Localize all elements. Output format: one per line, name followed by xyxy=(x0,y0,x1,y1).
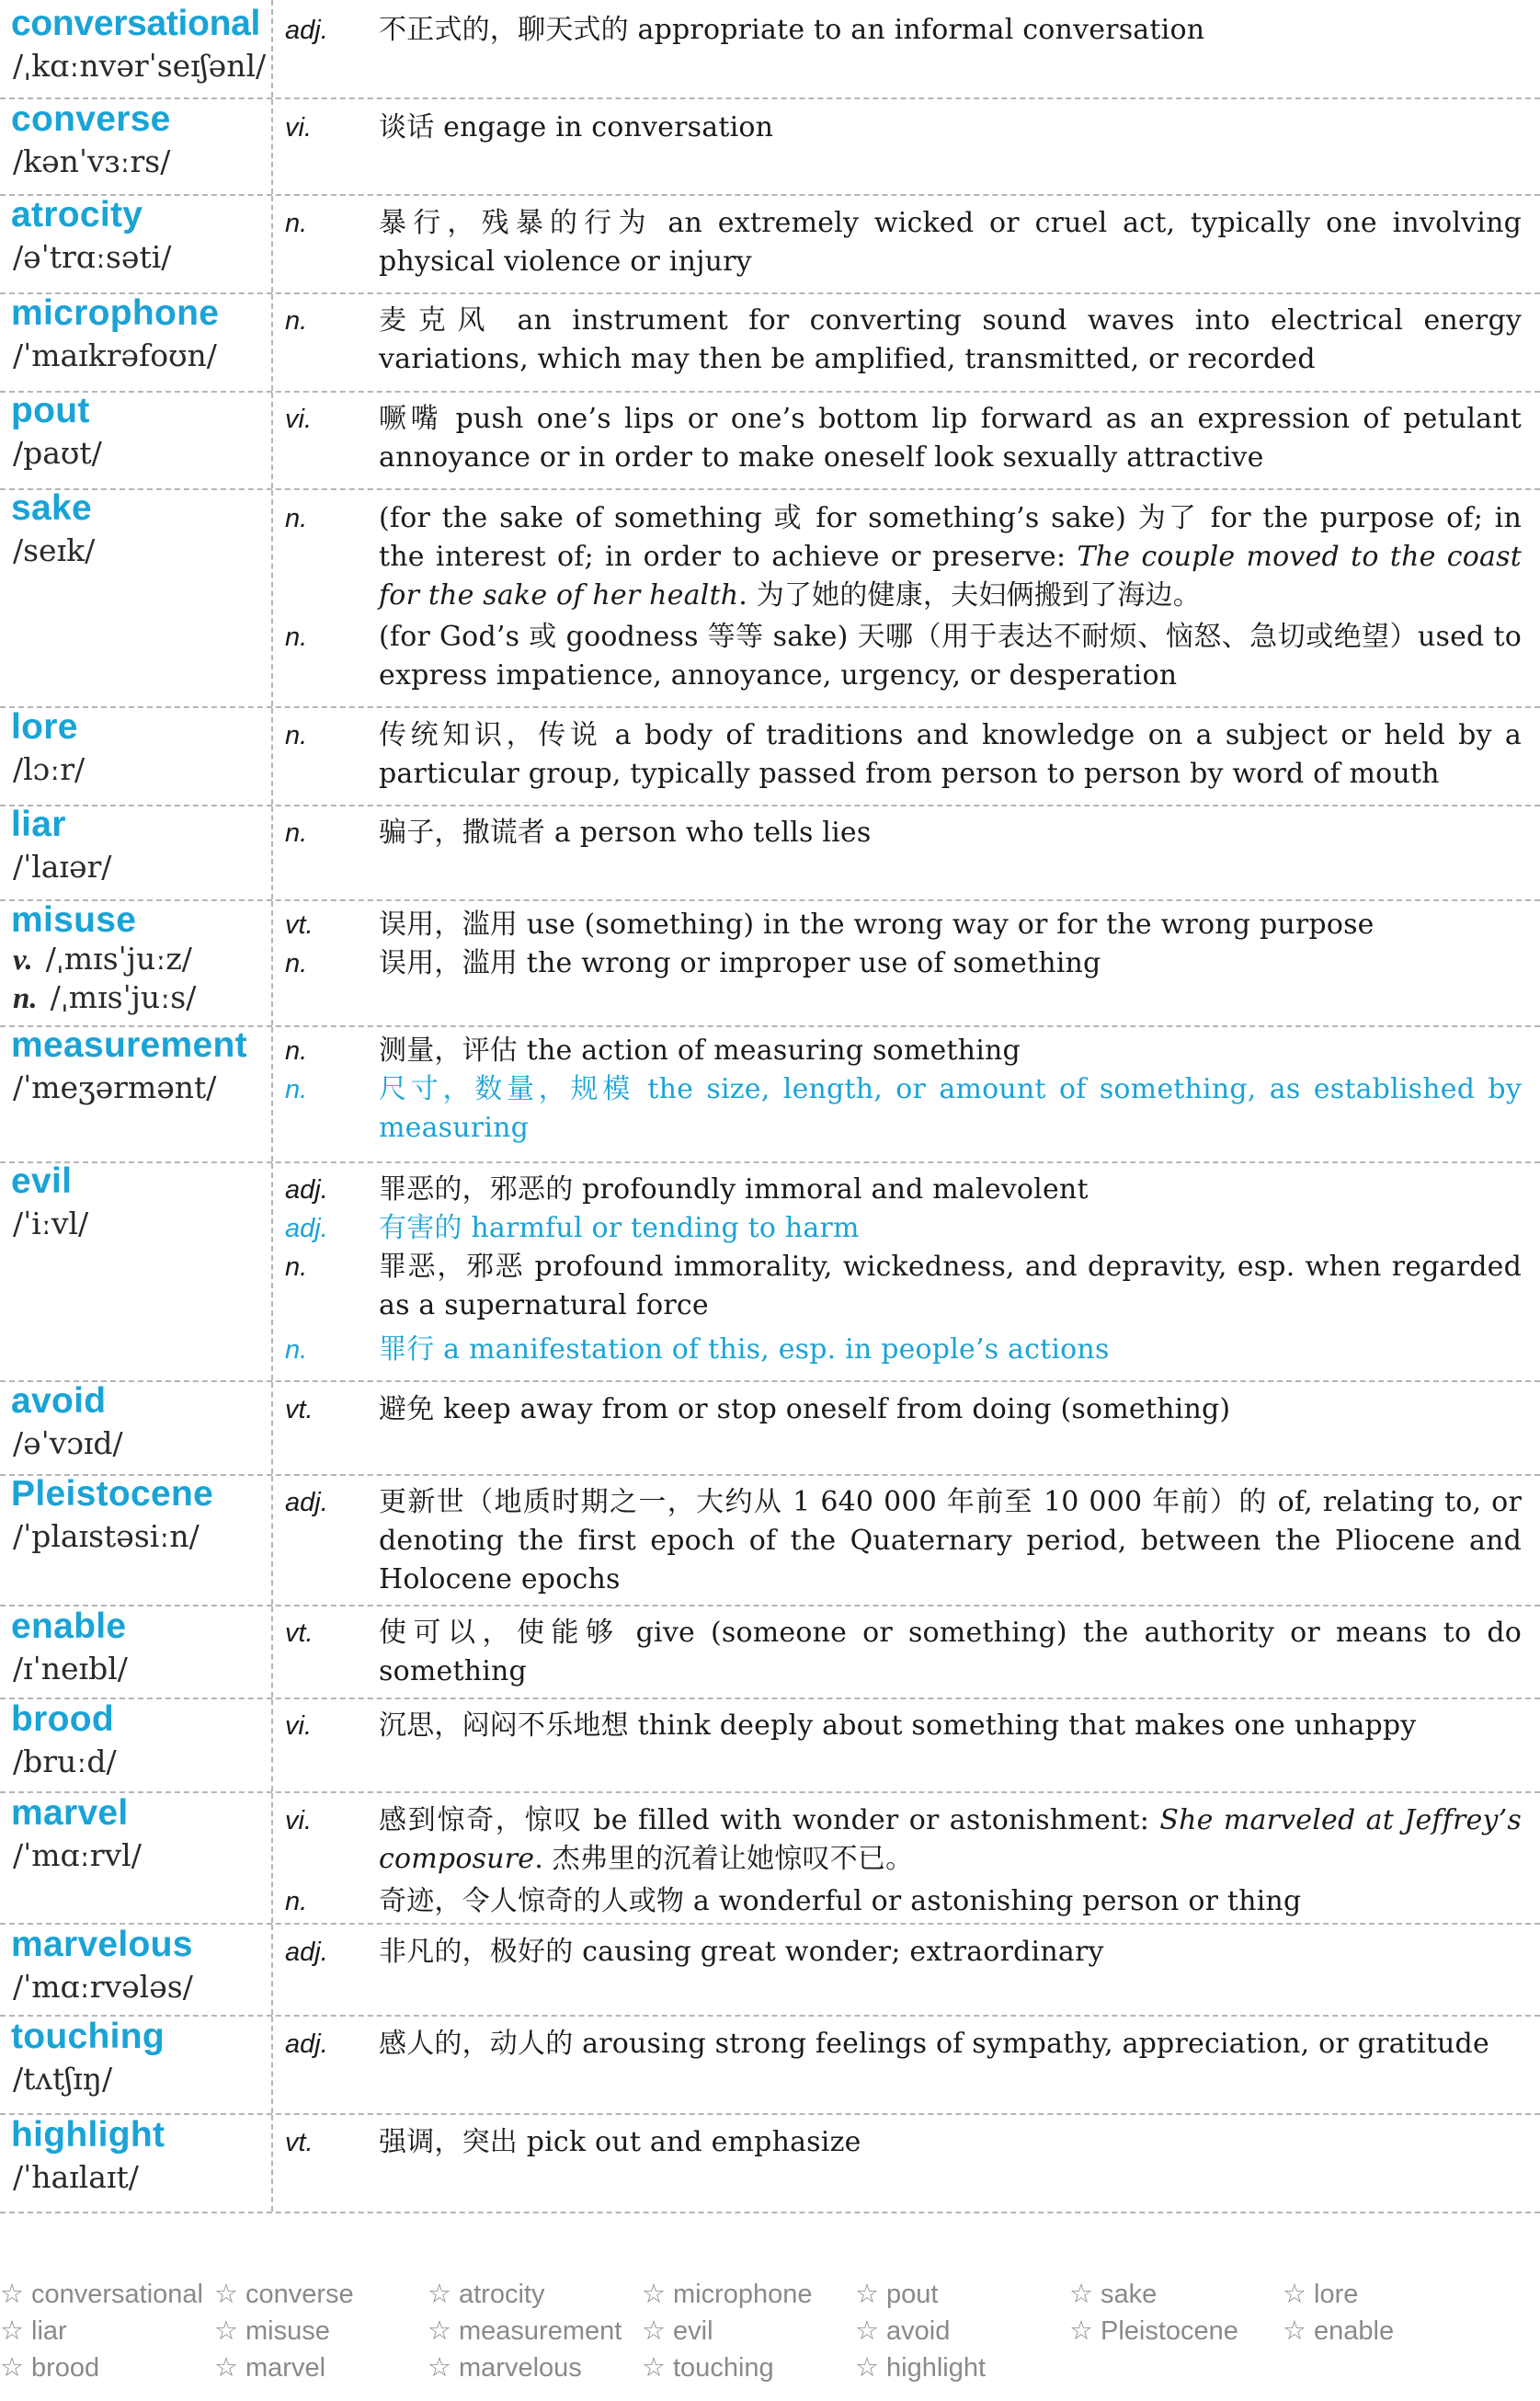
sense xyxy=(285,400,1522,477)
example-sentence: The couple moved to the coast for the sake of her health xyxy=(379,541,1522,612)
definition-text: 使可以，使能够 give (someone or something) the authority or means to do something xyxy=(379,1617,1522,1687)
part-of-speech: n. xyxy=(285,306,308,336)
definition xyxy=(379,1933,1522,1972)
sense xyxy=(285,1248,1522,1325)
index-word: sake xyxy=(1101,2280,1158,2309)
entry-row xyxy=(0,1027,1540,1163)
headword: pout xyxy=(11,391,90,430)
headword: touching xyxy=(11,2017,165,2056)
index-word: brood xyxy=(31,2353,100,2383)
index-item[interactable] xyxy=(0,2279,203,2310)
pronunciation: /ˈmeʒərmənt/ xyxy=(13,1069,217,1105)
headword: lore xyxy=(11,707,78,747)
headword-cell xyxy=(0,1793,273,1923)
pronunciation: /ˈmɑːrvl/ xyxy=(13,1837,142,1873)
example-sentence: She marveled at Jeffrey’s composure xyxy=(379,1804,1522,1875)
star-icon: ☆ xyxy=(428,2280,451,2309)
sense xyxy=(285,11,1522,50)
sense xyxy=(285,716,1522,794)
headword-cell xyxy=(0,1699,273,1791)
part-of-speech: n. xyxy=(285,209,308,238)
pronunciation: /ˈmɑːrvələs/ xyxy=(13,1969,193,2005)
index-word: microphone xyxy=(673,2280,813,2309)
index-word: conversational xyxy=(31,2280,203,2309)
definition xyxy=(379,1209,1522,1248)
definition xyxy=(379,1390,1522,1429)
entry-row xyxy=(0,806,1540,901)
entry-row xyxy=(0,1476,1540,1606)
index-item[interactable] xyxy=(214,2279,354,2310)
index-item[interactable] xyxy=(642,2279,813,2310)
star-icon: ☆ xyxy=(855,2316,879,2346)
index-item[interactable] xyxy=(855,2279,938,2310)
index-word: converse xyxy=(245,2280,354,2309)
definition xyxy=(379,1070,1522,1148)
sense xyxy=(285,499,1522,615)
entry-row xyxy=(0,393,1540,490)
star-icon: ☆ xyxy=(0,2353,24,2383)
part-of-speech: adj. xyxy=(285,1938,328,1967)
part-of-speech: adj. xyxy=(285,1488,328,1517)
headword: enable xyxy=(11,1606,127,1646)
headword-cell xyxy=(0,294,273,391)
star-icon: ☆ xyxy=(1069,2316,1093,2346)
index-word: lore xyxy=(1314,2280,1359,2309)
star-icon: ☆ xyxy=(0,2280,24,2309)
definition-text: 谈话 engage in conversation xyxy=(379,111,774,143)
sense xyxy=(285,1032,1522,1070)
definition-text: 沉思，闷闷不乐地想 think deeply about something that makes one unhappy xyxy=(379,1709,1417,1742)
definition xyxy=(379,2123,1522,2162)
definition xyxy=(379,2025,1522,2064)
definition xyxy=(379,944,1522,983)
part-of-speech: n. xyxy=(285,1252,308,1282)
index-word: Pleistocene xyxy=(1101,2316,1238,2346)
sense xyxy=(285,2025,1522,2064)
headword-cell xyxy=(0,2115,273,2212)
pronunciation xyxy=(13,979,196,1017)
part-of-speech: n. xyxy=(285,623,308,652)
index-item[interactable] xyxy=(1069,2279,1157,2310)
definition-text: 麦克风 an instrument for converting sound waves into electrical energy variations, which may then be amplified, transmitted, or recorded xyxy=(379,304,1522,375)
part-of-speech: vi. xyxy=(285,1711,312,1741)
pronunciation: /ˌkɑːnvərˈseɪʃənl/ xyxy=(13,48,267,84)
sense xyxy=(285,906,1522,944)
index-word: pout xyxy=(886,2280,939,2309)
part-of-speech: vt. xyxy=(285,1618,314,1648)
entry-row xyxy=(0,708,1540,806)
pronunciation: /kənˈvɜːrs/ xyxy=(13,143,171,179)
definition xyxy=(379,1614,1522,1691)
index-word: evil xyxy=(673,2316,713,2346)
definition xyxy=(379,618,1522,695)
example-translation: . 为了她的健康，夫妇俩搬到了海边。 xyxy=(738,579,1201,612)
part-of-speech: n. xyxy=(285,1335,308,1365)
index-word: atrocity xyxy=(459,2280,545,2309)
definition xyxy=(379,1032,1522,1070)
definition xyxy=(379,1707,1522,1745)
headword-cell xyxy=(0,1027,273,1161)
star-icon: ☆ xyxy=(0,2316,24,2346)
headword: measurement xyxy=(11,1025,247,1065)
part-of-speech: n. xyxy=(285,1075,308,1104)
definition-text: 罪恶，邪恶 profound immorality, wickedness, and depravity, esp. when regarded as a supernatural force xyxy=(379,1251,1522,1321)
pronunciation: /seɪk/ xyxy=(13,532,96,568)
definition-text: 感到惊奇，惊叹 be filled with wonder or astonishment: xyxy=(379,1804,1160,1836)
pronunciation: /paʊt/ xyxy=(13,435,102,471)
word-index xyxy=(0,2279,1540,2401)
example-translation: . 杰弗里的沉着让她惊叹不已。 xyxy=(534,1843,914,1875)
headword-cell xyxy=(0,901,273,1025)
sense xyxy=(285,1070,1522,1148)
pronunciation: /əˈtrɑːsəti/ xyxy=(13,239,172,275)
headword-cell xyxy=(0,1925,273,2015)
index-item[interactable] xyxy=(0,2315,67,2347)
headword: marvel xyxy=(11,1793,129,1833)
entry-row xyxy=(0,901,1540,1027)
pronunciation-text: /ˌmɪsˈjuːz/ xyxy=(45,941,192,977)
definition-text: 避免 keep away from or stop oneself from doing (something) xyxy=(379,1393,1231,1425)
index-word: highlight xyxy=(886,2353,987,2383)
definition xyxy=(379,302,1522,379)
headword: highlight xyxy=(11,2115,165,2155)
definition-text: 不正式的，聊天式的 appropriate to an informal conversation xyxy=(379,14,1205,46)
definition-text: 误用，滥用 use (something) in the wrong way or for the wrong purpose xyxy=(379,909,1375,941)
headword: atrocity xyxy=(11,195,143,234)
star-icon: ☆ xyxy=(428,2316,451,2346)
entry-row xyxy=(0,1925,1540,2017)
definition-text: 测量，评估 the action of measuring something xyxy=(379,1035,1021,1067)
headword: misuse xyxy=(11,900,137,940)
definition-text: 骗子，撒谎者 a person who tells lies xyxy=(379,817,872,849)
entry-row xyxy=(0,1163,1540,1382)
headword-cell xyxy=(0,490,273,706)
headword: brood xyxy=(11,1699,114,1739)
definition xyxy=(379,499,1522,615)
star-icon: ☆ xyxy=(214,2316,238,2346)
entry-row xyxy=(0,490,1540,708)
sense xyxy=(285,1209,1522,1248)
definition-text: 误用，滥用 the wrong or improper use of something xyxy=(379,947,1101,979)
star-icon: ☆ xyxy=(1283,2316,1306,2346)
index-word: marvel xyxy=(245,2353,326,2383)
definition xyxy=(379,906,1522,944)
star-icon: ☆ xyxy=(428,2353,451,2383)
entry-row xyxy=(0,1699,1540,1793)
definition-text: 罪行 a manifestation of this, esp. in people’s actions xyxy=(379,1333,1110,1366)
headword: conversational xyxy=(11,4,261,43)
index-word: enable xyxy=(1314,2316,1395,2346)
definition xyxy=(379,716,1522,794)
part-of-speech: vi. xyxy=(285,113,312,143)
index-word: avoid xyxy=(886,2316,951,2346)
part-of-speech: vt. xyxy=(285,2128,314,2157)
definition-text: 暴行，残暴的行为 an extremely wicked or cruel act, typically one involving physical violence or injury xyxy=(379,207,1522,278)
pronunciation: /ˈlaɪər/ xyxy=(13,849,112,885)
index-word: measurement xyxy=(459,2316,622,2346)
definition-text: 罪恶的，邪恶的 profoundly immoral and malevolent xyxy=(379,1173,1089,1206)
index-item[interactable] xyxy=(428,2352,582,2384)
part-of-speech: n. xyxy=(285,721,308,750)
part-of-speech: n. xyxy=(285,1036,308,1066)
index-word: liar xyxy=(31,2316,67,2346)
part-of-speech: vi. xyxy=(285,405,312,434)
star-icon: ☆ xyxy=(642,2316,666,2346)
headword-cell xyxy=(0,1382,273,1474)
pronunciation xyxy=(13,941,192,978)
sense xyxy=(285,1171,1522,1209)
definition-text: 奇迹，令人惊奇的人或物 a wonderful or astonishing person or thing xyxy=(379,1885,1302,1917)
index-item[interactable] xyxy=(214,2315,330,2347)
index-item[interactable] xyxy=(1069,2315,1238,2347)
pronunciation: /əˈvɔɪd/ xyxy=(13,1425,123,1461)
headword: marvelous xyxy=(11,1925,193,1964)
entry-row xyxy=(0,1793,1540,1925)
headword-cell xyxy=(0,708,273,805)
definition-text: 更新世（地质时期之一，大约从 1 640 000 年前至 10 000 年前）的 of, relating to, or denoting the first epoch of the Quaternary period, between the Pliocene and Holocene epochs xyxy=(379,1486,1522,1595)
entry-row xyxy=(0,294,1540,393)
pronunciation: /lɔːr/ xyxy=(13,751,86,787)
headword: Pleistocene xyxy=(11,1474,214,1514)
pronunciation-pos: v. xyxy=(13,943,33,977)
part-of-speech: vi. xyxy=(285,1806,312,1835)
definition xyxy=(379,1801,1522,1879)
star-icon: ☆ xyxy=(1283,2280,1306,2309)
sense xyxy=(285,1882,1522,1921)
entry-row xyxy=(0,2017,1540,2115)
entry-row xyxy=(0,1606,1540,1699)
headword: microphone xyxy=(11,293,220,333)
headword-cell xyxy=(0,99,273,194)
index-word: marvelous xyxy=(459,2353,582,2383)
sense xyxy=(285,204,1522,281)
definition-text: 强调，突出 pick out and emphasize xyxy=(379,2126,861,2158)
sense xyxy=(285,1933,1522,1972)
headword: converse xyxy=(11,99,171,139)
sense xyxy=(285,814,1522,852)
part-of-speech: adj. xyxy=(285,2029,328,2059)
pronunciation-text: /ˌmɪsˈjuːs/ xyxy=(50,979,197,1015)
definition xyxy=(379,1483,1522,1599)
definition xyxy=(379,1882,1522,1921)
definition-text: 尺寸，数量，规模 the size, length, or amount of something, as established by measuring xyxy=(379,1073,1522,1144)
pronunciation-pos: n. xyxy=(13,982,38,1015)
part-of-speech: adj. xyxy=(285,1175,328,1205)
definition xyxy=(379,1331,1522,1369)
part-of-speech: adj. xyxy=(285,16,328,45)
sense xyxy=(285,2123,1522,2162)
part-of-speech: n. xyxy=(285,818,308,848)
star-icon: ☆ xyxy=(642,2353,666,2383)
sense xyxy=(285,302,1522,379)
index-item[interactable] xyxy=(214,2352,325,2384)
sense xyxy=(285,1801,1522,1879)
headword-cell xyxy=(0,196,273,292)
definition xyxy=(379,109,1522,147)
definition-text: 感人的，动人的 arousing strong feelings of sympathy, appreciation, or gratitude xyxy=(379,2028,1489,2060)
definition-text: (for the sake of something 或 for something’s sake) 为了 for the purpose of; in the interest of; in order to achieve or preserve: xyxy=(379,502,1522,573)
part-of-speech: n. xyxy=(285,504,308,533)
index-word: misuse xyxy=(245,2316,330,2346)
entry-row xyxy=(0,1382,1540,1476)
index-item[interactable] xyxy=(855,2315,950,2347)
sense xyxy=(285,1331,1522,1369)
star-icon: ☆ xyxy=(214,2280,238,2309)
headword-cell xyxy=(0,1163,273,1380)
sense xyxy=(285,1707,1522,1745)
index-word: touching xyxy=(673,2353,774,2383)
sense xyxy=(285,1390,1522,1429)
definition-text: 噘嘴 push one’s lips or one’s bottom lip forward as an expression of petulant annoyance or in order to make oneself look sexually attractive xyxy=(379,403,1522,474)
definition xyxy=(379,1248,1522,1325)
sense xyxy=(285,944,1522,983)
index-item[interactable] xyxy=(428,2279,544,2310)
star-icon: ☆ xyxy=(642,2280,666,2309)
headword: avoid xyxy=(11,1381,107,1421)
headword-cell xyxy=(0,1606,273,1698)
pronunciation: /ˈmaɪkrəfoʊn/ xyxy=(13,337,217,373)
part-of-speech: n. xyxy=(285,1887,308,1916)
definition-text: 传统知识，传说 a body of traditions and knowledge on a subject or held by a particular group, typically passed from person to person by word of mouth xyxy=(379,719,1522,790)
definition xyxy=(379,400,1522,477)
definition xyxy=(379,204,1522,281)
entry-row xyxy=(0,196,1540,294)
headword-cell xyxy=(0,2017,273,2113)
pronunciation: /bruːd/ xyxy=(13,1744,117,1779)
star-icon: ☆ xyxy=(1069,2280,1093,2309)
entry-row xyxy=(0,0,1540,99)
part-of-speech: vt. xyxy=(285,1395,314,1424)
pronunciation: /ɪˈneɪbl/ xyxy=(13,1651,128,1686)
definition xyxy=(379,1171,1522,1209)
definition xyxy=(379,11,1522,50)
entry-row xyxy=(0,2115,1540,2213)
headword: evil xyxy=(11,1161,73,1201)
index-item[interactable] xyxy=(1283,2315,1394,2347)
definition xyxy=(379,814,1522,852)
headword-cell xyxy=(0,393,273,488)
index-item[interactable] xyxy=(428,2315,622,2347)
pronunciation: /ˈhaɪlaɪt/ xyxy=(13,2159,139,2195)
definition-text: 有害的 harmful or tending to harm xyxy=(379,1212,860,1244)
star-icon: ☆ xyxy=(214,2353,238,2383)
definition-text: (for God’s 或 goodness 等等 sake) 天哪（用于表达不耐烦、恼怒、急切或绝望）used to express impatience, annoyance, urgency, or desperation xyxy=(379,621,1522,692)
index-item[interactable] xyxy=(642,2352,774,2384)
entry-row xyxy=(0,99,1540,196)
star-icon: ☆ xyxy=(855,2280,879,2309)
sense xyxy=(285,1483,1522,1599)
pronunciation: /tʌtʃɪŋ/ xyxy=(13,2061,113,2097)
index-item[interactable] xyxy=(855,2352,986,2384)
headword: sake xyxy=(11,488,92,528)
part-of-speech: vt. xyxy=(285,910,314,940)
star-icon: ☆ xyxy=(855,2353,879,2383)
sense xyxy=(285,109,1522,147)
headword: liar xyxy=(11,805,66,844)
part-of-speech: adj. xyxy=(285,1214,328,1243)
part-of-speech: n. xyxy=(285,949,308,978)
sense xyxy=(285,1614,1522,1691)
index-item[interactable] xyxy=(0,2352,99,2384)
index-item[interactable] xyxy=(642,2315,713,2347)
headword-cell xyxy=(0,1476,273,1605)
sense xyxy=(285,618,1522,695)
headword-cell xyxy=(0,0,273,97)
headword-cell xyxy=(0,806,273,899)
definition-text: 非凡的，极好的 causing great wonder; extraordinary xyxy=(379,1936,1104,1968)
pronunciation: /ˈiːvl/ xyxy=(13,1206,89,1241)
pronunciation: /ˈplaɪstəsiːn/ xyxy=(13,1518,200,1554)
index-item[interactable] xyxy=(1283,2279,1358,2310)
